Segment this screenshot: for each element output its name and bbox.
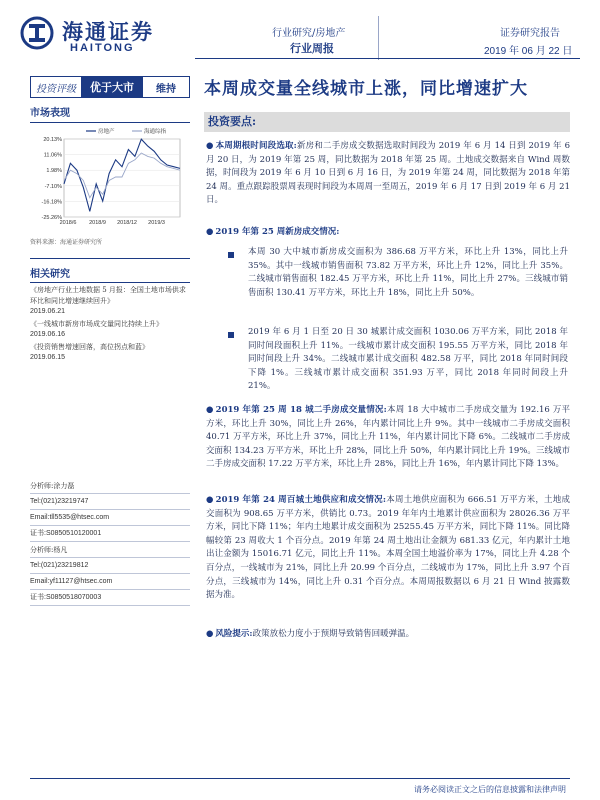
left-sidebar — [30, 104, 190, 363]
chart-legend-label: 房地产 — [98, 129, 115, 135]
chart-legend-label: 海通综指 — [144, 129, 167, 135]
related-item-date: 2019.06.21 — [30, 308, 66, 315]
rating-value: 优于大市 — [81, 77, 143, 97]
related-item[interactable]: 《房地产行业土地数据 5 月报：全国土地市场供求环比和同比增速继续回升》 — [30, 286, 186, 305]
report-category: 行业研究/房地产 — [272, 28, 346, 39]
para-period-body: 新房和二手房成交数据选取时间段为 2019 年 6 月 14 日到 2019 年 6 月 20 日，为 2019 年第 25 周，同比数据为 2018 年第 25 周。土地成交数据来自 Wind 周数据，时间段为 2019 年 6 月 10 日到 6 月 16 日，为 2019 年第 24 周，同比数据为 2018 年第 24 周。重点跟踪股票周表现时间段为本周周一至周五，2019 年 6 月 17 日到 2019 年 6 月 21 日。 — [206, 141, 571, 206]
para-new-home-head — [206, 226, 570, 240]
report-title: 本周成交量全线城市上涨，同比增速扩大 — [204, 79, 528, 99]
para-land-body: 本周土地供应面积为 666.51 万平方米，土地成交面积为 908.65 万平方米，供销比 0.73。2019 年年内土地累计供应面积为 28026.36 万平方米，同比下降 11%；年内土地累计成交面积为 25255.45 万平方米，同比下降 11%。同比降幅较第 23 周收大 1 个百分点。2019 年第 24 周土地出让金额为 681.33 亿元，年内累计土地出让金额为 15016.71 亿元，同比上升 11%。本周全国土地溢价率为 17%，同比上升 4.28 个百分点，一线城市为 21%，同比上升 20.99 个百分点，二线城市为 17%，同比上升 3.97 个百分点，三线城市为 14%，同比上升 0.31 个百分点。本周周报数据以 6 月 21 日 Wind 披露数据为准。 — [206, 495, 570, 601]
market-chart — [30, 125, 190, 235]
analyst-email[interactable]: Email:tll5535@htsec.com — [30, 510, 190, 526]
related-item[interactable]: 《投资销售增速回落，高位拐点和蓝》 — [30, 343, 149, 351]
analyst-block — [30, 478, 190, 606]
analyst-name: 分析师:杨凡 — [30, 542, 190, 558]
main-content — [204, 112, 570, 132]
para-risk-head: 风险提示: — [215, 629, 253, 639]
chart-ytick-label: 20.13% — [43, 137, 62, 143]
para-land-head: 2019 年第 24 周百城土地供应和成交情况: — [215, 495, 387, 505]
haitong-logo — [20, 14, 180, 56]
rating-keep: 维持 — [156, 83, 176, 95]
chart-ytick-label: -25.26% — [41, 215, 62, 221]
footer-rule — [30, 778, 570, 779]
related-item[interactable]: 《一线城市新房市场成交量同比持续上升》 — [30, 320, 163, 328]
related-item-date: 2019.06.15 — [30, 354, 66, 361]
para-second-hand — [206, 404, 570, 472]
para-risk — [206, 628, 570, 642]
analyst-cert: 证书:S0850510120001 — [30, 526, 190, 542]
analyst-tel: Tel:(021)23219747 — [30, 494, 190, 510]
logo-text-cn: 海通证券 — [62, 19, 154, 44]
para-second-hand-head: 2019 年第 25 周 18 城二手房成交量情况: — [215, 405, 387, 415]
investment-rating — [30, 76, 190, 98]
chart-series-line — [64, 139, 180, 211]
report-header — [0, 0, 600, 66]
report-date: 2019 年 06 月 22 日 — [484, 46, 573, 57]
para-second-hand-body: 本周 18 大中城市二手房成交量为 192.16 万平方米，环比上升 30%，同比上升 26%，年内累计同比上升 9%。其中一线城市二手房成交面积 40.71 万平方米，环比上升 37%，同比上升 11%，年内累计同比下降 6%。二线城市二手房成交面积 134.23 万平方米，环比上升 28%，同比上升 50%，年内累计同比上升 19%。三线城市二手房成交面积 17.22 万平方米，环比上升 28%，同比上升 16%，年内累计同比下降 13%。 — [206, 405, 571, 470]
haitong-logo-icon — [20, 16, 54, 50]
analyst-email[interactable]: Email:yf11127@htsec.com — [30, 574, 190, 590]
para-new-home-title: 2019 年第 25 周新房成交情况: — [215, 227, 340, 237]
para-period-head: 本周期根时间段选取: — [215, 141, 297, 151]
analyst-name: 分析师:涂力磊 — [30, 478, 190, 494]
para-new-home-weekly: 本周 30 大中城市新房成交面积为 386.68 万平方米，环比上升 13%，同比上升 35%。其中一线城市销售面积 73.82 万平方米，环比上升 12%，同比上升 35%。二线城市销售面积 182.45 万平方米，环比上升 11%，同比上升 27%。三线城市销售面积 130.41 万平方米，环比上升 18%，同比上升 50%。 — [248, 247, 568, 298]
header-rule — [195, 58, 580, 59]
rating-label: 投资评级 — [36, 83, 76, 95]
chart-ytick-label: -7.10% — [44, 183, 62, 190]
chart-xtick-label: 2018/12 — [117, 220, 137, 226]
chart-xtick-label: 2019/3 — [148, 220, 165, 226]
chart-ytick-label: 11.06% — [43, 152, 62, 159]
square-bullet-icon — [228, 252, 234, 258]
market-performance-title: 市场表现 — [30, 104, 190, 123]
key-points-title: 投资要点: — [204, 112, 570, 132]
bullet-icon: ● — [206, 495, 214, 505]
related-item-date: 2019.06.16 — [30, 331, 66, 338]
bullet-icon: ● — [206, 141, 214, 151]
para-land — [206, 494, 570, 603]
bullet-icon: ● — [206, 227, 214, 237]
para-period — [206, 140, 570, 208]
chart-source: 资料来源：海通证券研究所 — [30, 237, 190, 259]
analyst-tel: Tel:(021)23219812 — [30, 558, 190, 574]
square-bullet-icon — [228, 332, 234, 338]
header-divider — [378, 16, 379, 60]
para-new-home-cumulative: 2019 年 6 月 1 日至 20 日 30 城累计成交面积 1030.06 万平方米，同比 2018 年同时间段面积上升 11%。一线城市累计成交面积 195.55 万平方米，同比 2018 年同时间段上升 34%。二线城市累计成交面积 482.58 万平，同比 2018 年同时间段下降 1%。三线城市累计成交面积 351.93 万平，同比 2018 年同时间段上升 21%。 — [248, 327, 568, 392]
market-chart-svg — [30, 125, 190, 235]
logo-text-en: HAITONG — [70, 42, 135, 54]
report-kind: 证券研究报告 — [500, 28, 560, 39]
para-risk-body: 政策放松力度小于预期导致销售回暖弹温。 — [252, 629, 415, 639]
chart-series-line — [64, 153, 180, 198]
bullet-icon: ● — [206, 629, 214, 639]
analyst-cert: 证书:S0850518070003 — [30, 590, 190, 606]
footer-disclaimer[interactable]: 请务必阅读正文之后的信息披露和法律声明 — [414, 785, 566, 794]
report-type: 行业周报 — [290, 42, 334, 55]
related-research-title: 相关研究 — [30, 265, 190, 283]
chart-xtick-label: 2018/9 — [89, 220, 106, 226]
chart-ytick-label: -16.18% — [41, 199, 62, 206]
chart-xtick-label: 2018/6 — [59, 220, 77, 226]
chart-ytick-label: 1.98% — [46, 168, 62, 175]
bullet-icon: ● — [206, 405, 214, 415]
